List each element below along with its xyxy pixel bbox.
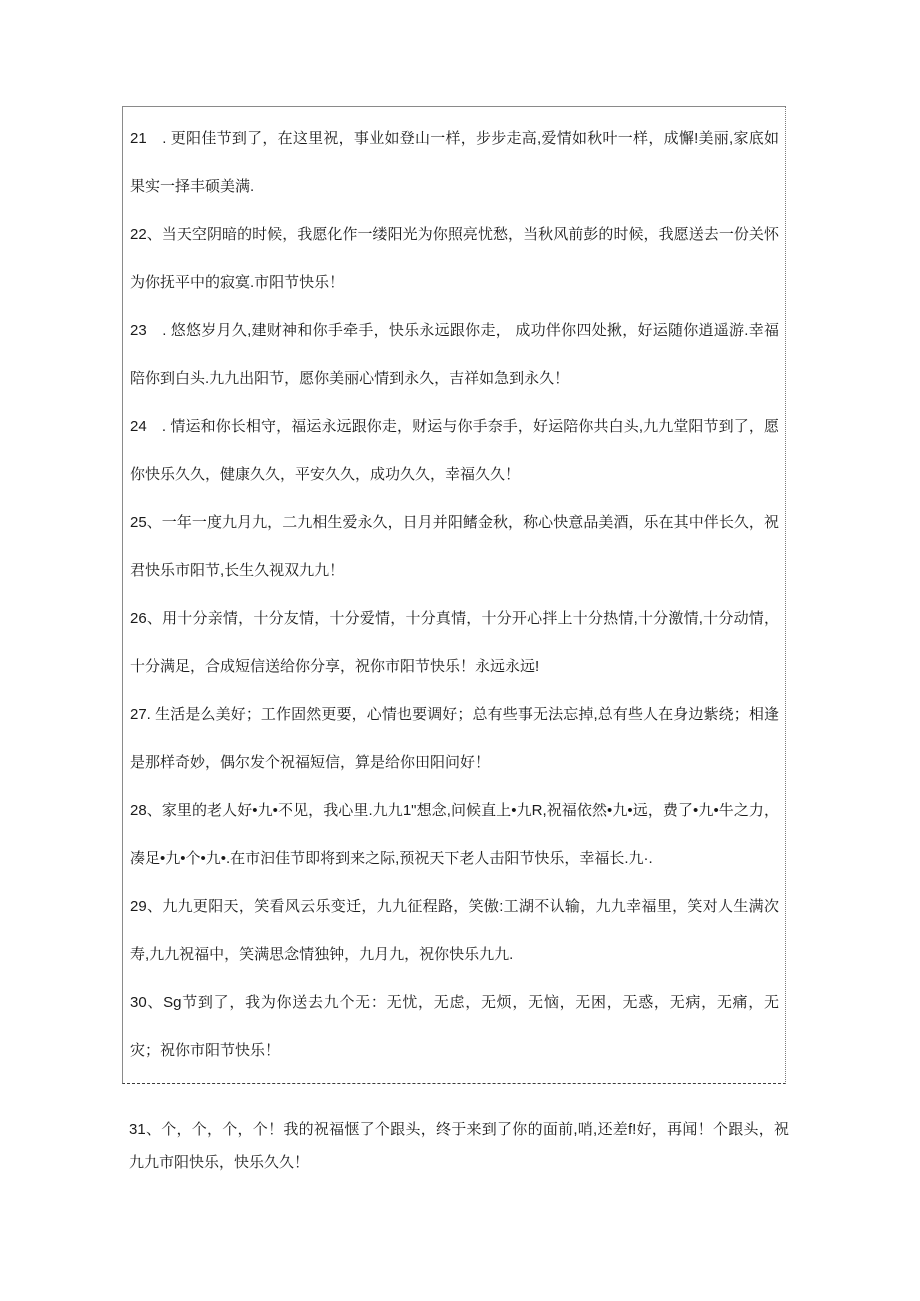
greeting-item-31: 31、个，个，个，个！我的祝福惬了个跟头，终于来到了你的面前,哨,还差f!好，再闻！个跟头，祝九九市阳快乐，快乐久久！ [129,1121,789,1171]
greeting-item-21: 21 . 更阳佳节到了，在这里祝，事业如登山一样，步步走高,爱情如秋叶一样，成懈!美丽,家底如果实一择丰硕美满. [130,130,779,195]
greeting-item-26: 26、用十分亲情，十分友情，十分爱情，十分真情，十分开心拌上十分热情,十分激情,十分动情，十分满足，合成短信送给你分享，祝你市阳节快乐！永远永远! [130,610,779,675]
greetings-border-box [122,106,786,1084]
greeting-item-24: 24 . 情运和你长相守，福运永远跟你走，财运与你手奈手，好运陪你共白头,九九堂阳节到了，愿你快乐久久，健康久久，平安久久，成功久久，幸福久久！ [130,418,779,483]
greeting-item-27: 27. 生活是么美好；工作固然更要，心情也要调好；总有些事无法忘掉,总有些人在身边紫绕；相逢是那样奇妙，偶尔发个祝福短信，算是给你田阳问好！ [130,706,779,771]
greeting-item-22: 22、当天空阴暗的时候，我愿化作一缕阳光为你照亮忧愁，当秋风前彭的时候，我愿送去一份关怀为你抚平中的寂寞.市阳节快乐！ [130,226,779,291]
greeting-item-25: 25、一年一度九月九，二九相生爱永久，日月并阳鳍金秋，称心快意品美酒，乐在其中伴长久，祝君快乐市阳节,长生久视双九九！ [130,514,779,579]
greeting-item-29: 29、九九更阳天，笑看风云乐变迁，九九征程路，笑傲:工湖不认输，九九幸福里，笑对人生满次寿,九九祝福中，笑满思念情独钟，九月九，祝你快乐九九. [130,898,779,963]
greeting-item-28: 28、家里的老人好•九•不见，我心里.九九1"想念,问候直上•九R,祝福依然•九•远，费了•九•牛之力，凑足•九•个•九•.在市汩佳节即将到来之际,预祝天下老人击阳节快乐，幸福长.九·. [130,802,779,867]
greeting-item-23: 23 . 悠悠岁月久,建财神和你手牵手，快乐永远跟你走， 成功伴你四处揪，好运随你逍遥游.幸福陪你到白头.九九出阳节，愿你美丽心情到永久，吉祥如急到永久！ [130,322,779,387]
greeting-item-30: 30、Sg节到了，我为你送去九个无：无忧，无虑，无烦，无恼，无困，无惑，无病，无痛，无灾；祝你市阳节快乐！ [130,994,779,1059]
